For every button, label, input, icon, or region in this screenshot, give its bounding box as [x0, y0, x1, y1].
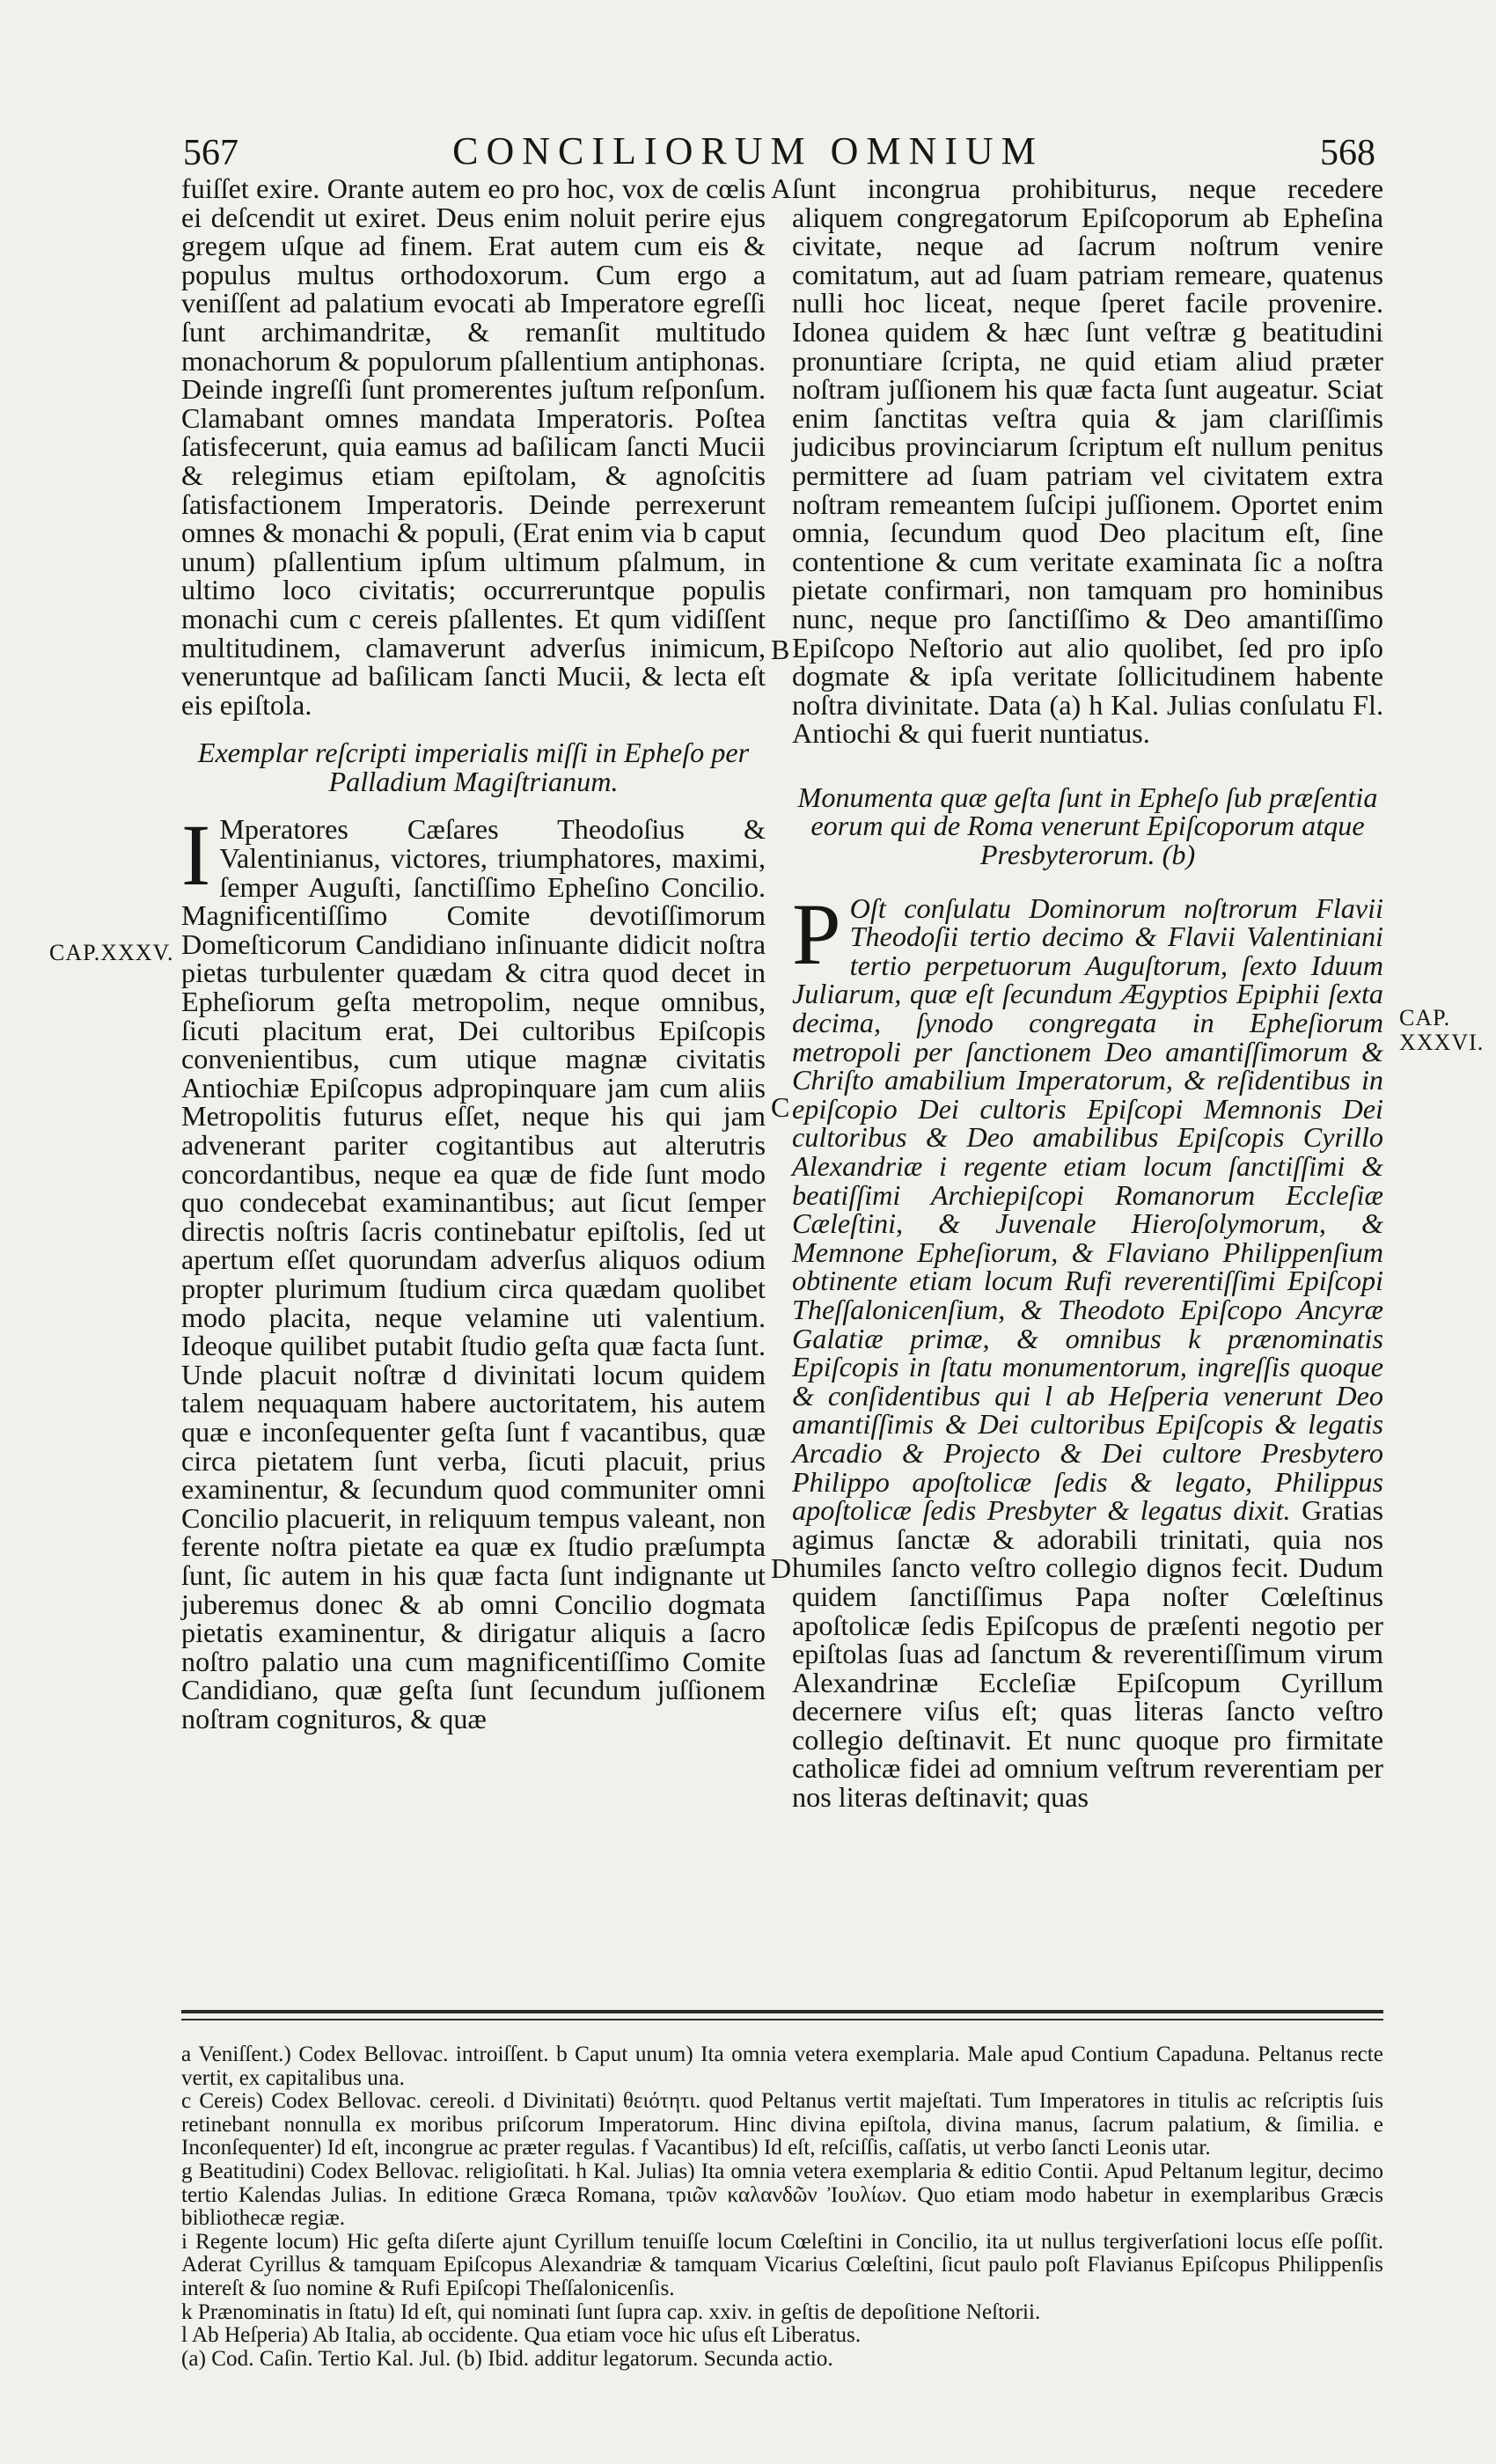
running-title: CONCILIORUM OMNIUM: [452, 129, 1044, 172]
right-paragraph-2-roman: Gratias agimus ſanctæ & adorabili trinitati, quia nos humiles ſancto veſtro collegio dignos fecit. Dudum quidem ſanctiſſimus Papa noſter Cœleſtinus apoſtolicæ ſedis Epiſcopus de præſenti negotio per epiſtolas ſuas ad ſanctum & reverentiſſimum virum Alexandrinæ Eccleſiæ Epiſcopum Cyrillum decernere viſus eſt; quas literas ſancto veſtro collegio deſtinavit. Et nunc quoque pro firmitate catholicæ fidei ad omnium veſtrum reverentiam per nos literas deſtinavit; quas: [792, 1494, 1384, 1814]
footnote: (a) Cod. Caſin. Tertio Kal. Jul. (b) Ibid. additur legatorum. Secunda actio.: [181, 2346, 833, 2371]
footnote-rule-top: [181, 2010, 1383, 2013]
footnote: a Veniſſent.) Codex Bellovac. introiſſent. b Caput unum) Ita omnia vetera exemplaria. Male apud Contium Capaduna. Peltanus recte vertit, ex capitalibus una.: [181, 2042, 1383, 2090]
right-section-caption: Monumenta quæ geſta ſunt in Epheſo ſub præſentia eorum qui de Roma venerunt Epiſcoporum atque Presbyterorum. (b): [797, 781, 1378, 871]
footnote: k Prænominatis in ſtatu) Id eſt, qui nominati ſunt ſupra cap. xxiv. in geſtis de depoſitione Neſtorii.: [181, 2299, 1041, 2324]
page-number-right: 568: [1320, 133, 1375, 173]
section-marker-a: A: [771, 172, 792, 204]
right-paragraph-2-italic: Oſt conſulatu Dominorum noſtrorum Flavii Theodoſii tertio decimo & Flavii Valentiniani tertio perpetuorum Auguſtorum, ſexto Iduum Juliarum, quæ eſt ſecundum Ægyptios Epiphii ſexta decima, ſynodo congregata in Epheſiorum metropoli per ſanctionem Deo amantiſſimorum & Chriſto amabilium Imperatorum, & reſidentibus in epiſcopio Dei cultoris Epiſcopi Memnonis Dei cultoribus & Deo amabilibus Epiſcopis Cyrillo Alexandriæ i regente etiam locum ſanctiſſimi & beatiſſimi Archiepiſcopi Romanorum Eccleſiæ Cæleſtini, & Juvenale Hieroſolymorum, & Memnone Epheſiorum, & Flaviano Philippenſium obtinente etiam locum Rufi reverentiſſimi Epiſcopi Theſſalonicenſium, & Theodoto Epiſcopo Ancyræ Galatiæ primæ, & omnibus k prænominatis Epiſcopis in ſtatu monumentorum, ingreſſis quoque & conſidentibus qui l ab Heſperia venerunt Deo amantiſſimis & Dei cultoribus Epiſcopis & legatis Arcadio & Projecto & Dei cultore Presbytero Philippo apoſtolicæ ſedis & legato, Philippus apoſtolicæ ſedis Presbyter & legatus dixit.: [792, 891, 1383, 1527]
left-paragraph-2: [181, 806, 766, 1734]
dropcap-i: I: [181, 806, 211, 905]
left-paragraph-2-text: Mperatores Cæſares Theodoſius & Valentinianus, victores, triumphatores, maximi, ſemper Auguſti, ſanctiſſimo Epheſino Concilio. Magnificentiſſimo Comite devotiſſimorum Domeſticorum Candidiano inſinuante didicit noſtra pietas turbulenter quædam & citra quod decet in Epheſiorum geſta metropolim, neque omnibus, ſicuti placitum erat, Dei cultoribus Epiſcopis convenientibus, cum utique magnæ civitatis Antiochiæ Epiſcopus adpropinquare jam cum aliis Metropolitis futurus eſſet, neque his qui jam advenerant pariter cogitantibus aut alterutris concordantibus, neque ea quæ de fide ſunt modo quo condecebat examinantibus; aut ſicut ſemper directis noſtris ſacris continebatur epiſtolis, ſed ut apertum eſſet quorundam adverſus aliquos odium propter plurimum ſtudium circa quædam quolibet modo placita, neque velamine uti valentium. Ideoque quilibet putabit ſtudio geſta quæ facta ſunt. Unde placuit noſtræ d divinitati locum quidem talem nequaquam habere auctoritatem, his autem quæ e inconſequenter geſta ſunt f vacantibus, quæ circa pietatem ſunt verba, ſicuti placuit, prius examinentur, & ſecundum quod communiter omni Concilio placuerit, in reliquum tempus valeant, non ferente noſtra pietate ea quæ ex ſtudio præſumpta ſunt, ſic autem in his quæ facta ſunt indignante ut juberemus donec & ab omni Concilio dogmata pietatis examinentur, & dirigatur aliquis a ſacro noſtro palatio una cum magnificentiſſimo Comite Candidiano, quæ geſta ſunt ſecundum juſſionem noſtram cognituros, & quæ: [181, 813, 766, 1734]
margin-chapter-left: CAP.XXXV.: [49, 940, 174, 965]
footnotes: [181, 2043, 1383, 2371]
right-column: [792, 174, 1383, 1812]
margin-chapter-right-1: CAP.: [1399, 1005, 1451, 1030]
footnote-rule-bottom: [181, 2019, 1383, 2020]
left-section-caption: Exemplar reſcripti imperialis miſſi in Epheſo per Palladium Magiſtrianum.: [197, 737, 750, 797]
page-number-left: 567: [183, 133, 238, 173]
section-marker-b: B: [771, 634, 790, 665]
right-paragraph-1: ſunt incongrua prohibiturus, neque recedere aliquem congregatorum Epiſcoporum ab Epheſina civitate, neque ad ſacrum noſtrum venire comitatum, aut ad ſuam patriam remeare, quatenus nulli hoc liceat, neque ſperet facile provenire. Idonea quidem & hæc ſunt veſtræ g beatitudini pronuntiare ſcripta, ne quid etiam aliud præter noſtram juſſionem his quæ facta ſunt augeatur. Sciat enim ſanctitas veſtra quia & jam clariſſimis judicibus provinciarum ſcriptum eſt nullum penitus permittere ad ſuam patriam vel civitatem extra noſtram remeantem ſuſcipi juſſionem. Oportet enim omnia, ſecundum quod Deo placitum eſt, ſine contentione & cum veritate examinata ſic a noſtra pietate confirmari, non tamquam pro hominibus nunc, neque pro ſanctiſſimo & Deo amantiſſimo Epiſcopo Neſtorio aut alio quolibet, ſed pro ipſo dogmate & ipſa veritate ſollicitudinem habente noſtra divinitate. Data (a) h Kal. Julias conſulatu Fl. Antiochi & qui fuerit nuntiatus.: [792, 172, 1383, 750]
footnote: g Beatitudini) Codex Bellovac. religioſitati. h Kal. Julias) Ita omnia vetera exemplaria & editio Contii. Apud Peltanum legitur, decimo tertio Kalendas Julias. In editione Græca Romana, τριῶν καλανδῶν Ἰουλίων. Quo etiam modo habetur in exemplaribus Græcis bibliothecæ regiæ.: [181, 2159, 1383, 2231]
left-paragraph-1: fuiſſet exire. Orante autem eo pro hoc, vox de cœlis ei deſcendit ut exiret. Deus enim noluit perire ejus gregem uſque ad finem. Erat autem cum eis & populus multus orthodoxorum. Cum ergo a veniſſent ad palatium evocati ab Imperatore egreſſi ſunt archimandritæ, & remanſit multitudo monachorum & populorum pſallentium antiphonas. Deinde ingreſſi ſunt promerentes juſtum reſponſum. Clamabant omnes mandata Imperatoris. Poſtea ſatisfecerunt, quia eamus ad baſilicam ſancti Mucii & relegimus etiam epiſtolam, & agnoſcitis ſatisfactionem Imperatoris. Deinde perrexerunt omnes & monachi & populi, (Erat enim via b caput unum) pſallentium ipſum ultimum pſalmum, in ultimo loco civitatis; occurreruntque populis monachi cum c cereis pſallentes. Et qum vidiſſent multitudinem, clamaverunt adverſus inimicum, veneruntque ad baſilicam ſancti Mucii, & lecta eſt eis epiſtola.: [181, 172, 766, 721]
left-column: [181, 174, 766, 1733]
dropcap-p: P: [792, 884, 841, 983]
footnote: l Ab Heſperia) Ab Italia, ab occidente. Qua etiam voce hic uſus eſt Liberatus.: [181, 2323, 862, 2348]
section-marker-c: C: [771, 1091, 790, 1123]
right-paragraph-2: [792, 884, 1384, 1814]
footnote: i Regente locum) Hic geſta diſerte ajunt Cyrillum tenuiſſe locum Cœleſtini in Concilio, ita ut nullus tergiverſationi locus eſſe poſſit. Aderat Cyrillus & tamquam Epiſcopus Alexandriæ & tamquam Vicarius Cœleſtini, ſicut paulo poſt Flavianus Epiſcopus Philippenſis intereſt & ſuo nomine & Rufi Epiſcopi Theſſalonicenſis.: [181, 2229, 1383, 2300]
footnote: c Cereis) Codex Bellovac. cereoli. d Divinitati) θειότητι. quod Peltanus vertit majeſtati. Tum Imperatores in titulis ac reſcriptis ſuis retinebant nonnulla ex moribus priſcorum Imperatorum. Hinc divina epiſtola, divina manus, ſacrum palatium, & ſimilia. e Inconſequenter) Id eſt, incongrue ac præter regulas. f Vacantibus) Id eſt, reſciſſis, caſſatis, ut verbo ſancti Leonis utar.: [181, 2089, 1383, 2160]
section-marker-d: D: [771, 1552, 792, 1584]
margin-chapter-right-2: XXXVI.: [1399, 1030, 1485, 1055]
